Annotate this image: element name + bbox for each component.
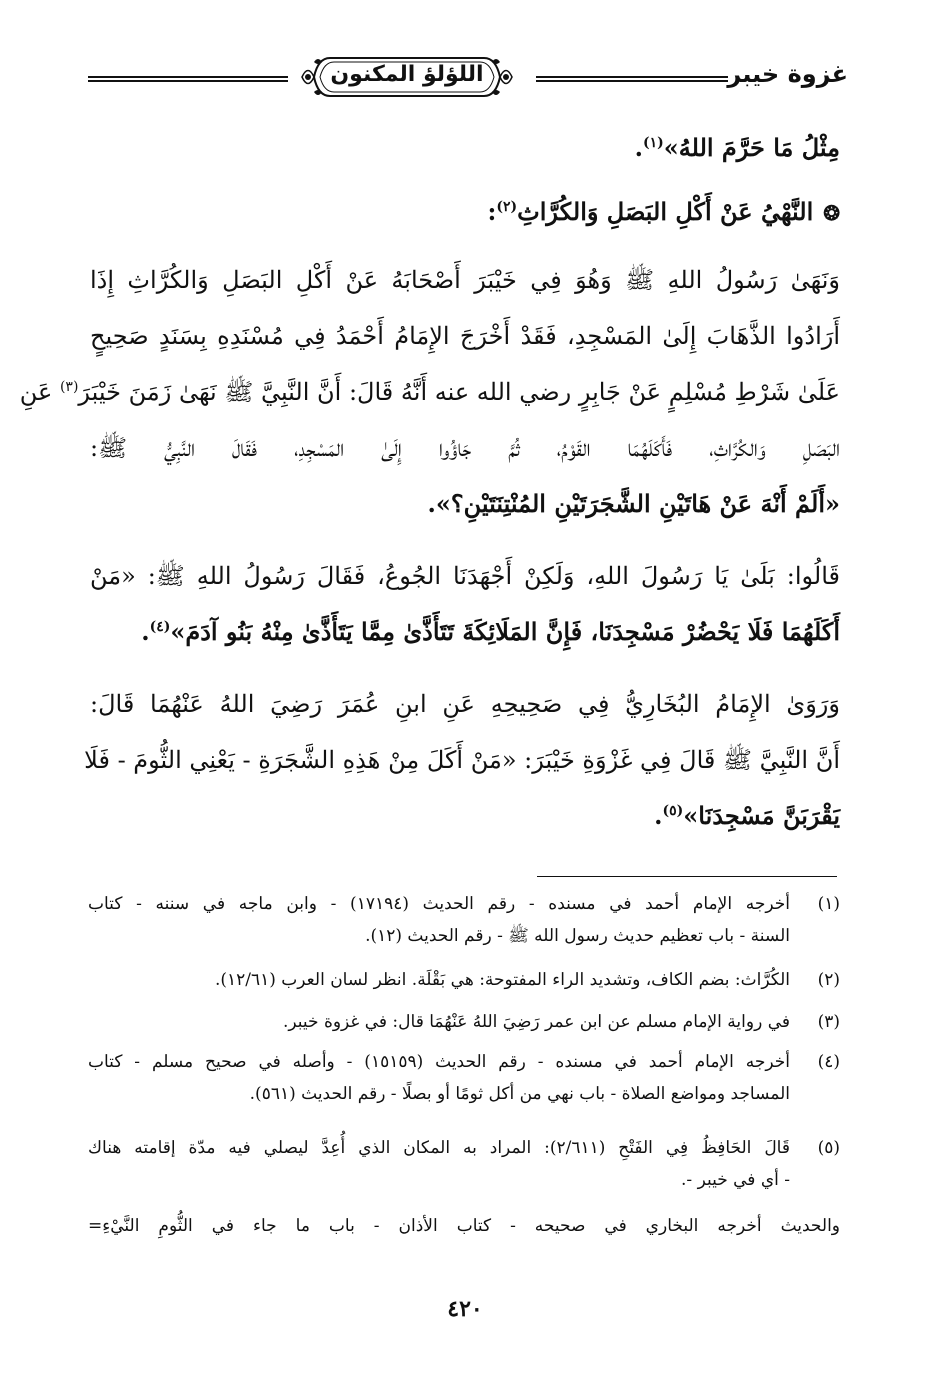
body-line: قَالُوا: بَلَىٰ يَا رَسُولَ اللهِ، وَلَكِنْ أَجْهَدَنَا الجُوعُ، فَقَالَ رَسُولُ اللهِ ﷺ: «مَنْ <box>90 562 840 590</box>
header-rule-left <box>88 76 288 82</box>
footnote-ref[interactable]: (١) <box>642 135 664 151</box>
body-line: وَرَوَىٰ الإِمَامُ البُخَارِيُّ فِي صَحِيحِهِ عَنِ ابنِ عُمَرَ رَضِيَ اللهُ عَنْهُمَا قَالَ: <box>90 690 840 718</box>
body-line: البَصَلِ وَالكُرَّاثِ، فَأَكَلَهُمَا القَوْمُ، ثُمَّ جَاؤُوا إِلَىٰ المَسْجِدِ، فَقَالَ النَّبِيُّ ﷺ: <box>90 434 840 462</box>
page-number: ٤٢٠ <box>447 1296 483 1322</box>
footnote-divider <box>537 876 837 877</box>
book-title: اللؤلؤ المكنون <box>330 62 484 87</box>
footnote-number: (١) <box>817 894 840 914</box>
book-title-badge <box>300 52 514 102</box>
footnote-ref[interactable]: (٤) <box>149 619 171 635</box>
footnote-number: (٥) <box>817 1138 840 1158</box>
footnote-continuation: والحديث أخرجه البخاري في صحيحه - كتاب الأذان - باب ما جاء في الثُّومِ النَّيْءِ= <box>88 1216 840 1236</box>
footnote-ref[interactable]: (٥) <box>662 803 684 819</box>
body-line: «أَلَمْ أَنْهَ عَنْ هَاتَيْنِ الشَّجَرَتَيْنِ المُنْتِنَتَيْنِ؟». <box>427 489 840 518</box>
body-line: وَنَهَىٰ رَسُولُ اللهِ ﷺ وَهُوَ فِي خَيْبَرَ أَصْحَابَهُ عَنْ أَكْلِ البَصَلِ وَالكُرَّاثِ إِذَا <box>90 266 840 294</box>
body-line: أَرَادُوا الذَّهَابَ إِلَىٰ المَسْجِدِ، فَقَدْ أَخْرَجَ الإِمَامُ أَحْمَدُ فِي مُسْنَدِهِ بِسَنَدٍ صَحِيحٍ <box>90 322 841 350</box>
body-line: عَلَىٰ شَرْطِ مُسْلِمٍ عَنْ جَابِرٍ رضي الله عنه أَنَّهُ قَالَ: أَنَّ النَّبِيَّ ﷺ نَهَىٰ زَمَنَ خَيْبَرَ$^{(٣)}$ عَنِ <box>19 378 840 406</box>
body-line: أَكَلَهُمَا فَلَا يَحْضُرْ مَسْجِدَنَا، فَإِنَّ المَلَائِكَةَ تَتَأَذَّىٰ مِمَّا يَتَأَذَّىٰ مِنْهُ بَنُو آدَمَ»$^{(٤)}$. <box>141 617 840 646</box>
section-heading: ❂النَّهْيُ عَنْ أَكْلِ البَصَلِ وَالكُرَّاثِ$^{(٢)}$: <box>90 192 840 232</box>
footnote-number: (٢) <box>817 970 840 990</box>
header-rule-right <box>536 76 728 82</box>
footnote-text: في رواية الإمام مسلم عن ابن عمر رَضِيَ اللهُ عَنْهُمَا قال: في غزوة خيبر. <box>282 1012 790 1032</box>
page-header <box>88 52 848 104</box>
footnote-text: أخرجه الإمام أحمد في مسنده - رقم الحديث (١٧١٩٤) - وابن ماجه في سننه - كتاب <box>88 894 790 914</box>
footnote-text: الكُرَّاث: بضم الكاف، وتشديد الراء المفتوحة: هي بَقْلَة. انظر لسان العرب (١٢/٦١). <box>214 970 790 990</box>
footnote-text: المساجد ومواضع الصلاة - باب نهي من أكل ثومًا أو بصلًا - رقم الحديث (٥٦١). <box>249 1084 790 1104</box>
footnote-ref[interactable]: (٣) <box>59 379 79 395</box>
body-line: أَنَّ النَّبِيَّ ﷺ قَالَ فِي غَزْوَةِ خَيْبَرَ: «مَنْ أَكَلَ مِنْ هَذِهِ الشَّجَرَةِ - يَعْنِي الثُّومَ - فَلَا <box>84 746 840 774</box>
section-title: غزوة خيبر <box>727 60 848 88</box>
footnote-text: أخرجه الإمام أحمد في مسنده - رقم الحديث (١٥١٥٩) - وأصله في صحيح مسلم - كتاب <box>88 1052 790 1072</box>
footnote-text: السنة - باب تعظيم حديث رسول الله ﷺ - رقم الحديث (١٢). <box>365 926 790 946</box>
footnote-number: (٤) <box>817 1052 840 1072</box>
body-line: يَقْرَبَنَّ مَسْجِدَنَا»$^{(٥)}$. <box>654 801 840 830</box>
footnote-text: - أي في خيبر -. <box>681 1170 790 1190</box>
diamond-bullet-icon: ❂ <box>823 201 840 225</box>
footnote-ref[interactable]: (٢) <box>496 199 518 215</box>
body-line: مِثْلُ مَا حَرَّمَ اللهُ»$^{(١)}$. <box>634 133 840 162</box>
footnote-number: (٣) <box>817 1012 840 1032</box>
footnote-text: قَالَ الحَافِظُ فِي الفَتْحِ (٢/٦١١): المراد به المكان الذي أُعِدَّ ليصلي فيه مدّة إقامته هناك <box>88 1138 790 1158</box>
